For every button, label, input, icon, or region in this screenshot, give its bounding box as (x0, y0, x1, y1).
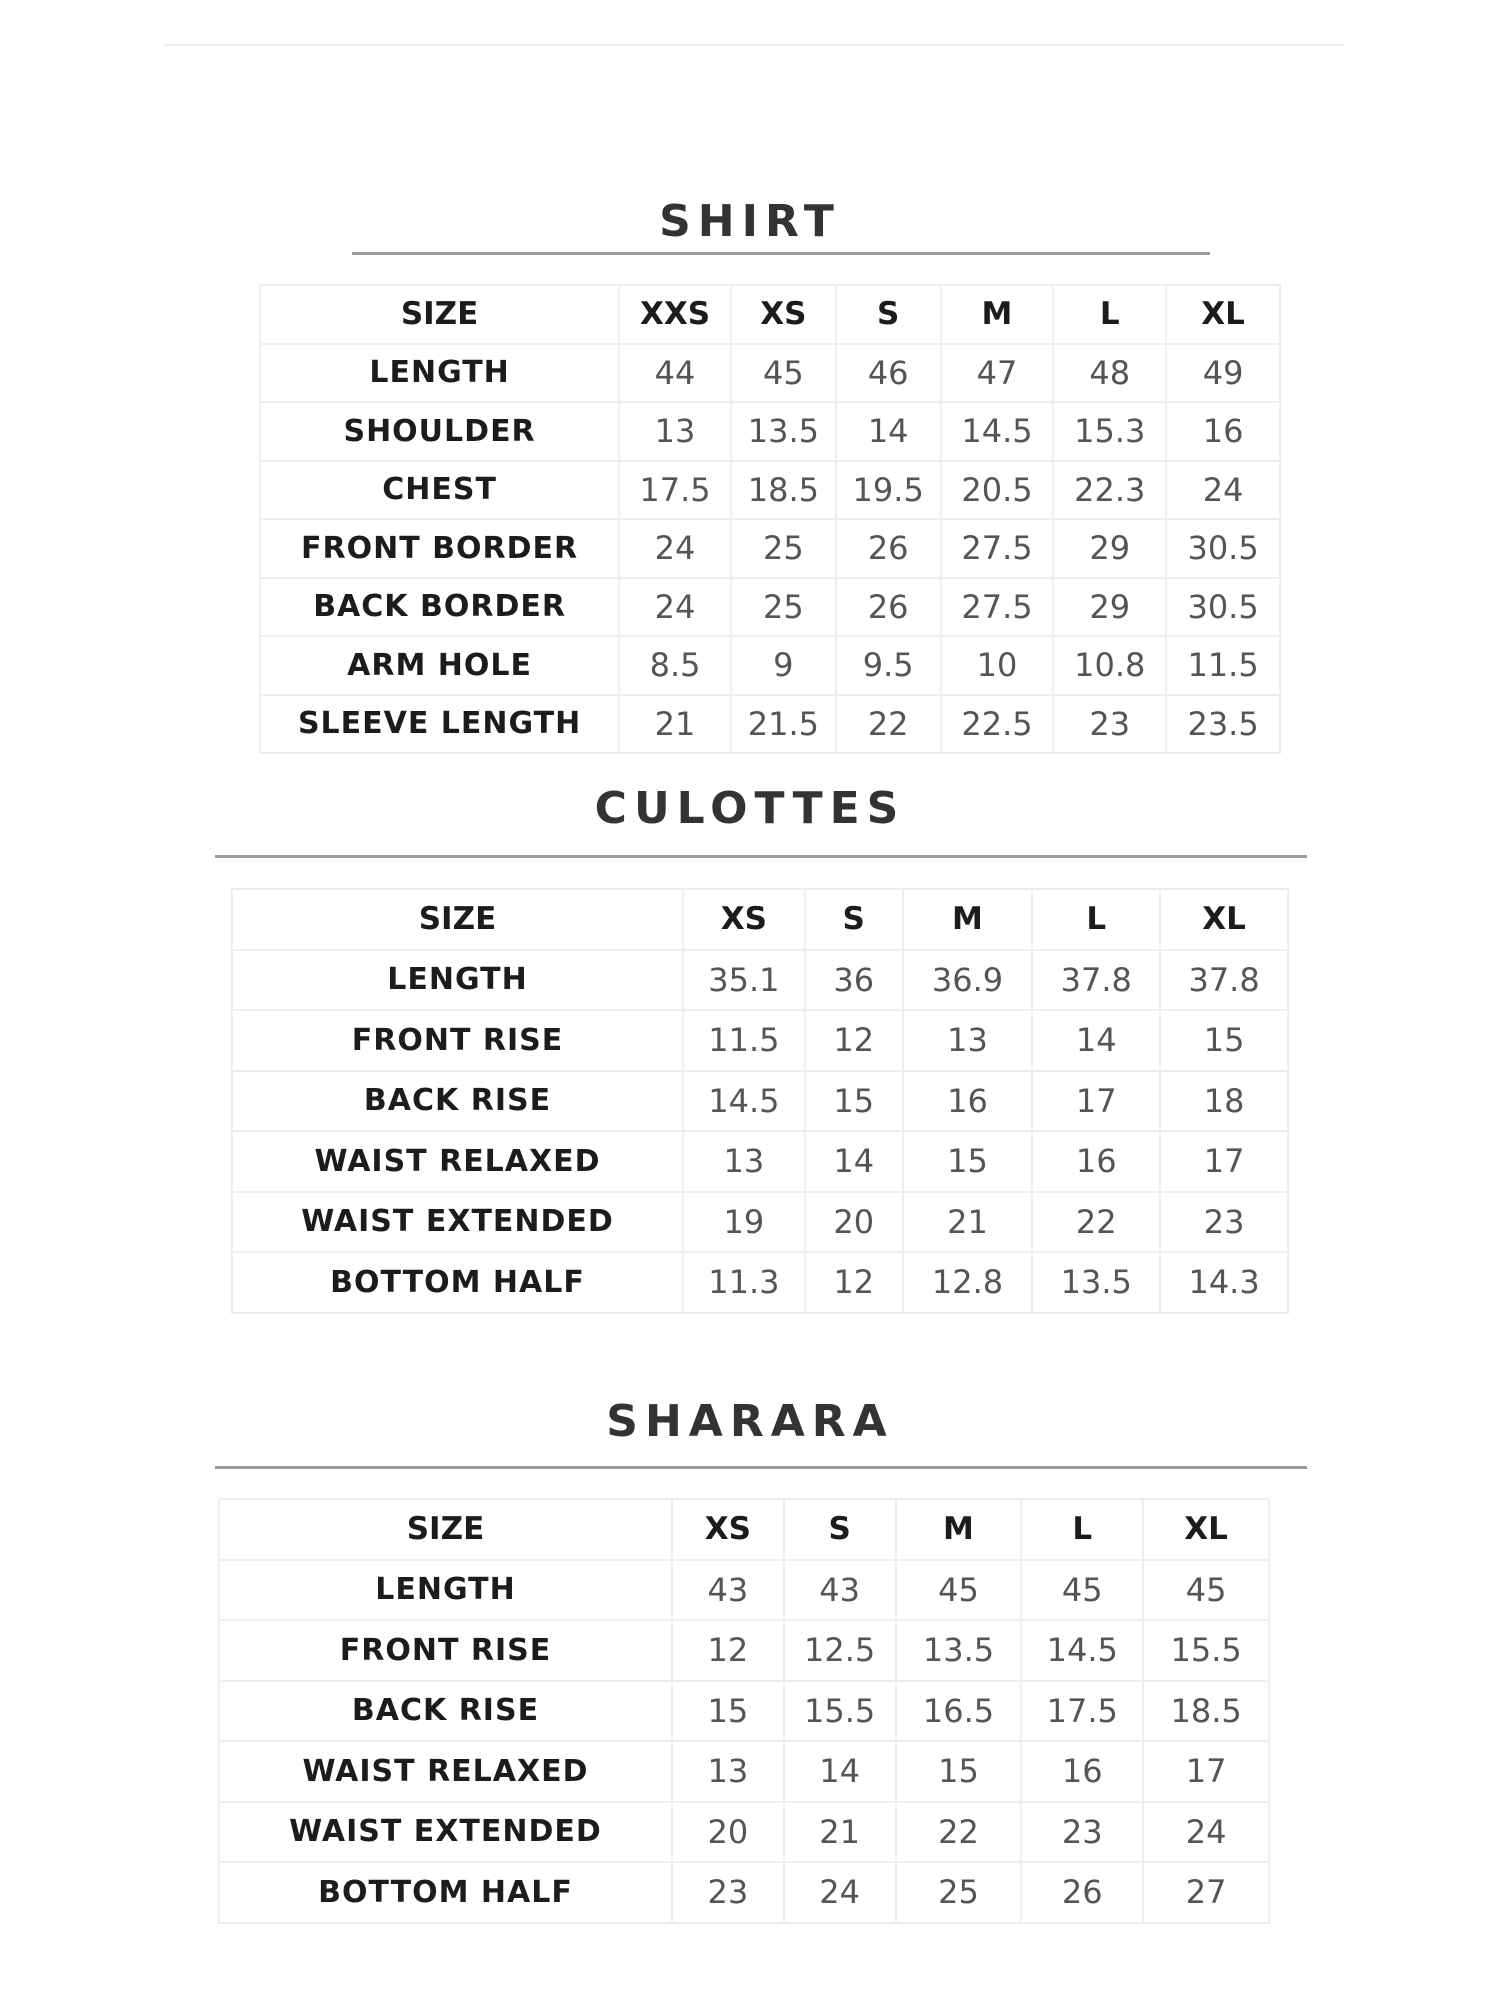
measurement-value: 22 (1032, 1192, 1160, 1253)
measurement-value: 30.5 (1166, 519, 1280, 578)
measurement-value: 19.5 (836, 461, 941, 520)
culottes-title: CULOTTES (594, 783, 906, 834)
measurement-value: 30.5 (1166, 578, 1280, 637)
table-row (219, 1681, 1269, 1742)
table-row (232, 1010, 1288, 1071)
measurement-value: 23.5 (1166, 695, 1280, 754)
measurement-value: 17 (1143, 1741, 1269, 1802)
measurement-value: 44 (619, 344, 731, 403)
measurement-value: 25 (896, 1862, 1022, 1923)
table-row (260, 344, 1280, 403)
measurement-value: 27 (1143, 1862, 1269, 1923)
measurement-value: 24 (784, 1862, 896, 1923)
measurement-value: 13 (672, 1741, 784, 1802)
measurement-label: CHEST (260, 461, 619, 520)
measurement-value: 12 (805, 1252, 903, 1313)
measurement-label: ARM HOLE (260, 636, 619, 695)
shirt-size-header: SIZE (260, 285, 619, 344)
measurement-value: 45 (1143, 1560, 1269, 1621)
table-row (232, 950, 1288, 1011)
shirt-size-xs: XS (731, 285, 836, 344)
measurement-value: 14 (1032, 1010, 1160, 1071)
measurement-value: 23 (1053, 695, 1166, 754)
measurement-value: 13 (683, 1131, 805, 1192)
measurement-label: FRONT RISE (232, 1010, 683, 1071)
measurement-value: 13.5 (896, 1620, 1022, 1681)
shirt-header-row (260, 285, 1280, 344)
culottes-size-xs: XS (683, 889, 805, 950)
table-row (232, 1192, 1288, 1253)
culottes-size-table (231, 888, 1289, 1314)
culottes-size-m: M (903, 889, 1033, 950)
table-row (260, 578, 1280, 637)
table-row (219, 1741, 1269, 1802)
measurement-value: 16 (1032, 1131, 1160, 1192)
measurement-value: 48 (1053, 344, 1166, 403)
table-row (260, 402, 1280, 461)
table-row (260, 461, 1280, 520)
table-row (219, 1620, 1269, 1681)
measurement-value: 22 (836, 695, 941, 754)
measurement-label: LENGTH (232, 950, 683, 1011)
measurement-label: WAIST RELAXED (232, 1131, 683, 1192)
measurement-value: 14 (836, 402, 941, 461)
measurement-value: 16 (1021, 1741, 1143, 1802)
measurement-value: 14 (805, 1131, 903, 1192)
measurement-value: 22 (896, 1802, 1022, 1863)
measurement-label: BOTTOM HALF (232, 1252, 683, 1313)
shirt-size-table (259, 284, 1281, 754)
table-row (260, 636, 1280, 695)
measurement-value: 36 (805, 950, 903, 1011)
measurement-value: 25 (731, 578, 836, 637)
culottes-size-header: SIZE (232, 889, 683, 950)
measurement-label: WAIST RELAXED (219, 1741, 672, 1802)
measurement-value: 19 (683, 1192, 805, 1253)
shirt-size-xxs: XXS (619, 285, 731, 344)
measurement-value: 17.5 (619, 461, 731, 520)
measurement-value: 45 (731, 344, 836, 403)
measurement-value: 27.5 (941, 578, 1054, 637)
measurement-value: 12.8 (903, 1252, 1033, 1313)
table-row (219, 1802, 1269, 1863)
measurement-value: 9 (731, 636, 836, 695)
table-row (232, 1252, 1288, 1313)
top-divider (164, 44, 1344, 46)
culottes-size-l: L (1032, 889, 1160, 950)
measurement-value: 45 (1021, 1560, 1143, 1621)
measurement-label: WAIST EXTENDED (232, 1192, 683, 1253)
measurement-label: SHOULDER (260, 402, 619, 461)
measurement-value: 15 (805, 1071, 903, 1132)
sharara-title: SHARARA (606, 1396, 894, 1447)
table-row (260, 519, 1280, 578)
measurement-value: 21.5 (731, 695, 836, 754)
measurement-value: 13.5 (1032, 1252, 1160, 1313)
measurement-value: 11.5 (683, 1010, 805, 1071)
measurement-value: 21 (903, 1192, 1033, 1253)
culottes-title-rule (215, 855, 1307, 858)
measurement-label: LENGTH (260, 344, 619, 403)
measurement-value: 14 (784, 1741, 896, 1802)
measurement-value: 16 (903, 1071, 1033, 1132)
shirt-size-s: S (836, 285, 941, 344)
measurement-value: 12 (805, 1010, 903, 1071)
measurement-value: 17 (1160, 1131, 1288, 1192)
sharara-size-table (218, 1498, 1270, 1924)
measurement-value: 16 (1166, 402, 1280, 461)
measurement-label: LENGTH (219, 1560, 672, 1621)
measurement-value: 18 (1160, 1071, 1288, 1132)
sharara-size-header: SIZE (219, 1499, 672, 1560)
sharara-title-rule (215, 1466, 1307, 1469)
measurement-label: WAIST EXTENDED (219, 1802, 672, 1863)
shirt-title-rule (352, 252, 1210, 255)
measurement-value: 23 (1160, 1192, 1288, 1253)
measurement-value: 10.8 (1053, 636, 1166, 695)
measurement-value: 22.3 (1053, 461, 1166, 520)
measurement-value: 17.5 (1021, 1681, 1143, 1742)
measurement-value: 35.1 (683, 950, 805, 1011)
measurement-value: 20.5 (941, 461, 1054, 520)
measurement-value: 15.5 (1143, 1620, 1269, 1681)
measurement-value: 8.5 (619, 636, 731, 695)
shirt-title: SHIRT (659, 196, 841, 247)
measurement-label: BACK RISE (219, 1681, 672, 1742)
measurement-value: 15.5 (784, 1681, 896, 1742)
shirt-size-xl: XL (1166, 285, 1280, 344)
measurement-value: 47 (941, 344, 1054, 403)
measurement-label: BACK BORDER (260, 578, 619, 637)
measurement-value: 12 (672, 1620, 784, 1681)
measurement-value: 14.5 (1021, 1620, 1143, 1681)
measurement-label: FRONT RISE (219, 1620, 672, 1681)
measurement-value: 15 (1160, 1010, 1288, 1071)
table-row (219, 1862, 1269, 1923)
measurement-value: 25 (731, 519, 836, 578)
table-row (232, 1071, 1288, 1132)
measurement-value: 37.8 (1160, 950, 1288, 1011)
shirt-size-l: L (1053, 285, 1166, 344)
measurement-value: 24 (619, 519, 731, 578)
culottes-size-xl: XL (1160, 889, 1288, 950)
measurement-label: FRONT BORDER (260, 519, 619, 578)
measurement-value: 14.5 (683, 1071, 805, 1132)
measurement-value: 21 (784, 1802, 896, 1863)
measurement-value: 21 (619, 695, 731, 754)
measurement-value: 22.5 (941, 695, 1054, 754)
culottes-size-s: S (805, 889, 903, 950)
measurement-value: 27.5 (941, 519, 1054, 578)
measurement-value: 24 (1166, 461, 1280, 520)
measurement-value: 13.5 (731, 402, 836, 461)
measurement-label: SLEEVE LENGTH (260, 695, 619, 754)
measurement-value: 12.5 (784, 1620, 896, 1681)
measurement-value: 23 (672, 1862, 784, 1923)
measurement-value: 11.5 (1166, 636, 1280, 695)
measurement-value: 16.5 (896, 1681, 1022, 1742)
measurement-value: 9.5 (836, 636, 941, 695)
measurement-value: 15.3 (1053, 402, 1166, 461)
sharara-size-xl: XL (1143, 1499, 1269, 1560)
measurement-value: 24 (619, 578, 731, 637)
measurement-value: 11.3 (683, 1252, 805, 1313)
measurement-value: 36.9 (903, 950, 1033, 1011)
measurement-value: 13 (903, 1010, 1033, 1071)
measurement-label: BACK RISE (232, 1071, 683, 1132)
measurement-value: 29 (1053, 578, 1166, 637)
sharara-size-xs: XS (672, 1499, 784, 1560)
culottes-header-row (232, 889, 1288, 950)
table-row (232, 1131, 1288, 1192)
shirt-size-m: M (941, 285, 1054, 344)
table-row (219, 1560, 1269, 1621)
measurement-value: 10 (941, 636, 1054, 695)
measurement-value: 49 (1166, 344, 1280, 403)
measurement-value: 13 (619, 402, 731, 461)
measurement-value: 26 (836, 519, 941, 578)
measurement-value: 17 (1032, 1071, 1160, 1132)
sharara-size-m: M (896, 1499, 1022, 1560)
sharara-header-row (219, 1499, 1269, 1560)
measurement-value: 20 (805, 1192, 903, 1253)
measurement-value: 15 (896, 1741, 1022, 1802)
measurement-value: 45 (896, 1560, 1022, 1621)
measurement-value: 24 (1143, 1802, 1269, 1863)
measurement-value: 43 (672, 1560, 784, 1621)
measurement-value: 15 (903, 1131, 1033, 1192)
sharara-size-l: L (1021, 1499, 1143, 1560)
measurement-value: 20 (672, 1802, 784, 1863)
measurement-value: 23 (1021, 1802, 1143, 1863)
table-row (260, 695, 1280, 754)
measurement-value: 14.5 (941, 402, 1054, 461)
measurement-value: 14.3 (1160, 1252, 1288, 1313)
measurement-value: 43 (784, 1560, 896, 1621)
measurement-value: 26 (836, 578, 941, 637)
measurement-value: 15 (672, 1681, 784, 1742)
measurement-value: 29 (1053, 519, 1166, 578)
measurement-value: 26 (1021, 1862, 1143, 1923)
measurement-value: 18.5 (1143, 1681, 1269, 1742)
sharara-size-s: S (784, 1499, 896, 1560)
measurement-value: 37.8 (1032, 950, 1160, 1011)
measurement-value: 46 (836, 344, 941, 403)
measurement-value: 18.5 (731, 461, 836, 520)
measurement-label: BOTTOM HALF (219, 1862, 672, 1923)
